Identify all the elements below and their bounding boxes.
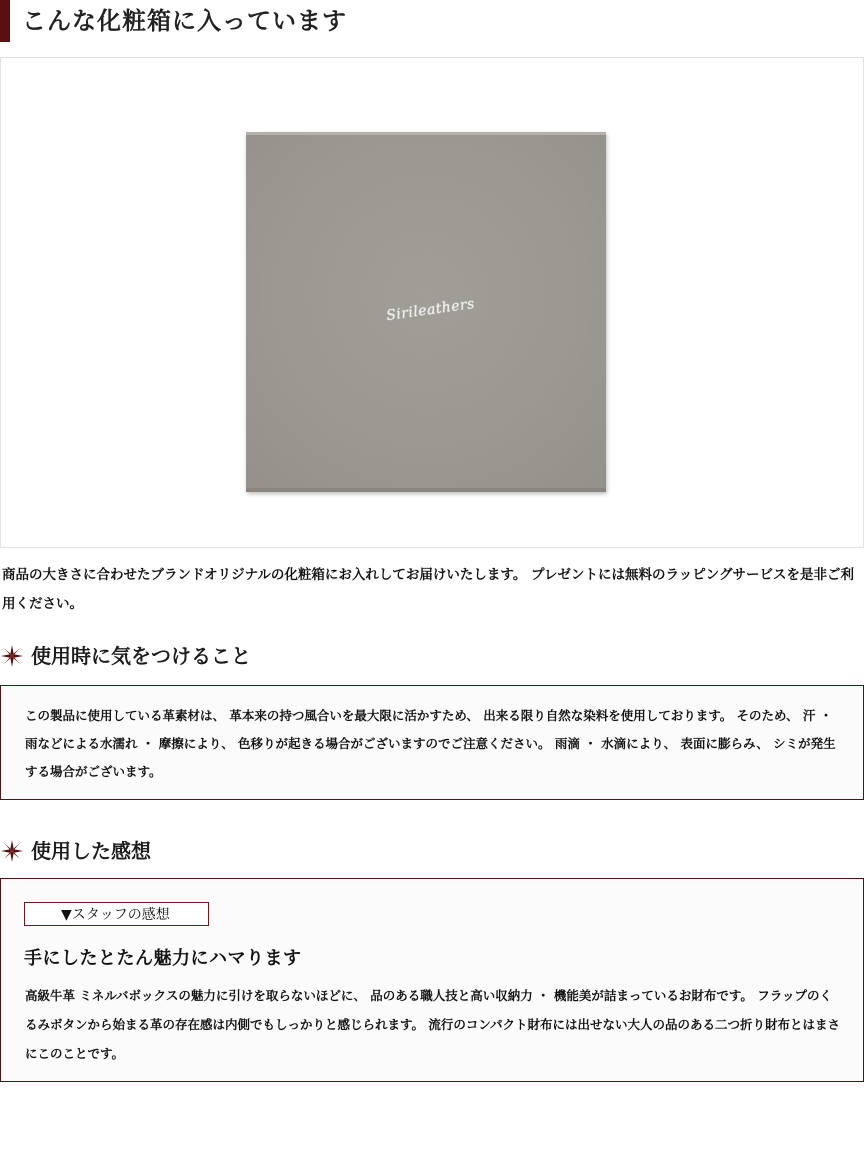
- review-title: 手にしたとたん魅力にハマります: [24, 948, 302, 969]
- gift-box: [246, 132, 606, 492]
- caution-text: この製品に使用している革素材は、 革本来の持つ風合いを最大限に活かすため、 出来る限り自然な染料を使用しております。 そのため、 汗 ・ 雨などによる水濡れ ・ 摩擦により、 色移りが起きる場合がございますのでご注意ください。 雨滴 ・ 水滴により、 表面に膨らみ、 シミが発生する場合がございます。: [25, 708, 836, 779]
- gift-box-lid-edge: [246, 132, 606, 135]
- gift-box-bottom-edge: [246, 488, 606, 492]
- caution-box: [0, 685, 864, 800]
- caution-heading-label: 使用時に気をつけること: [31, 644, 251, 668]
- page-heading-bar: [0, 0, 864, 42]
- staff-review-tag: ▼スタッフの感想: [24, 902, 209, 926]
- review-heading: [0, 836, 300, 866]
- star-burst-icon: [0, 836, 24, 866]
- review-box: [0, 878, 864, 1082]
- star-burst-icon: [0, 641, 24, 671]
- review-heading-label: 使用した感想: [31, 839, 151, 863]
- product-box-image: [0, 57, 864, 548]
- review-text: 高級牛革 ミネルバボックスの魅力に引けを取らないほどに、 品のある職人技と高い収納力 ・ 機能美が詰まっているお財布です。 フラップのくるみボタンから始まる革の存在感は内側でもしっかりと感じられます。 流行のコンパクト財布には出せない大人の品のある二つ折り財布とはまさにこのことです。: [25, 988, 840, 1061]
- heading-accent-bar: [0, 0, 10, 42]
- box-description: 商品の大きさに合わせたブランドオリジナルの化粧箱にお入れしてお届けいたします。 プレゼントには無料のラッピングサービスを是非ご利用ください。: [2, 567, 854, 612]
- page-heading: こんな化粧箱に入っています: [22, 6, 347, 35]
- brand-logo: Sirileathers: [385, 295, 476, 325]
- caution-heading: [0, 641, 300, 671]
